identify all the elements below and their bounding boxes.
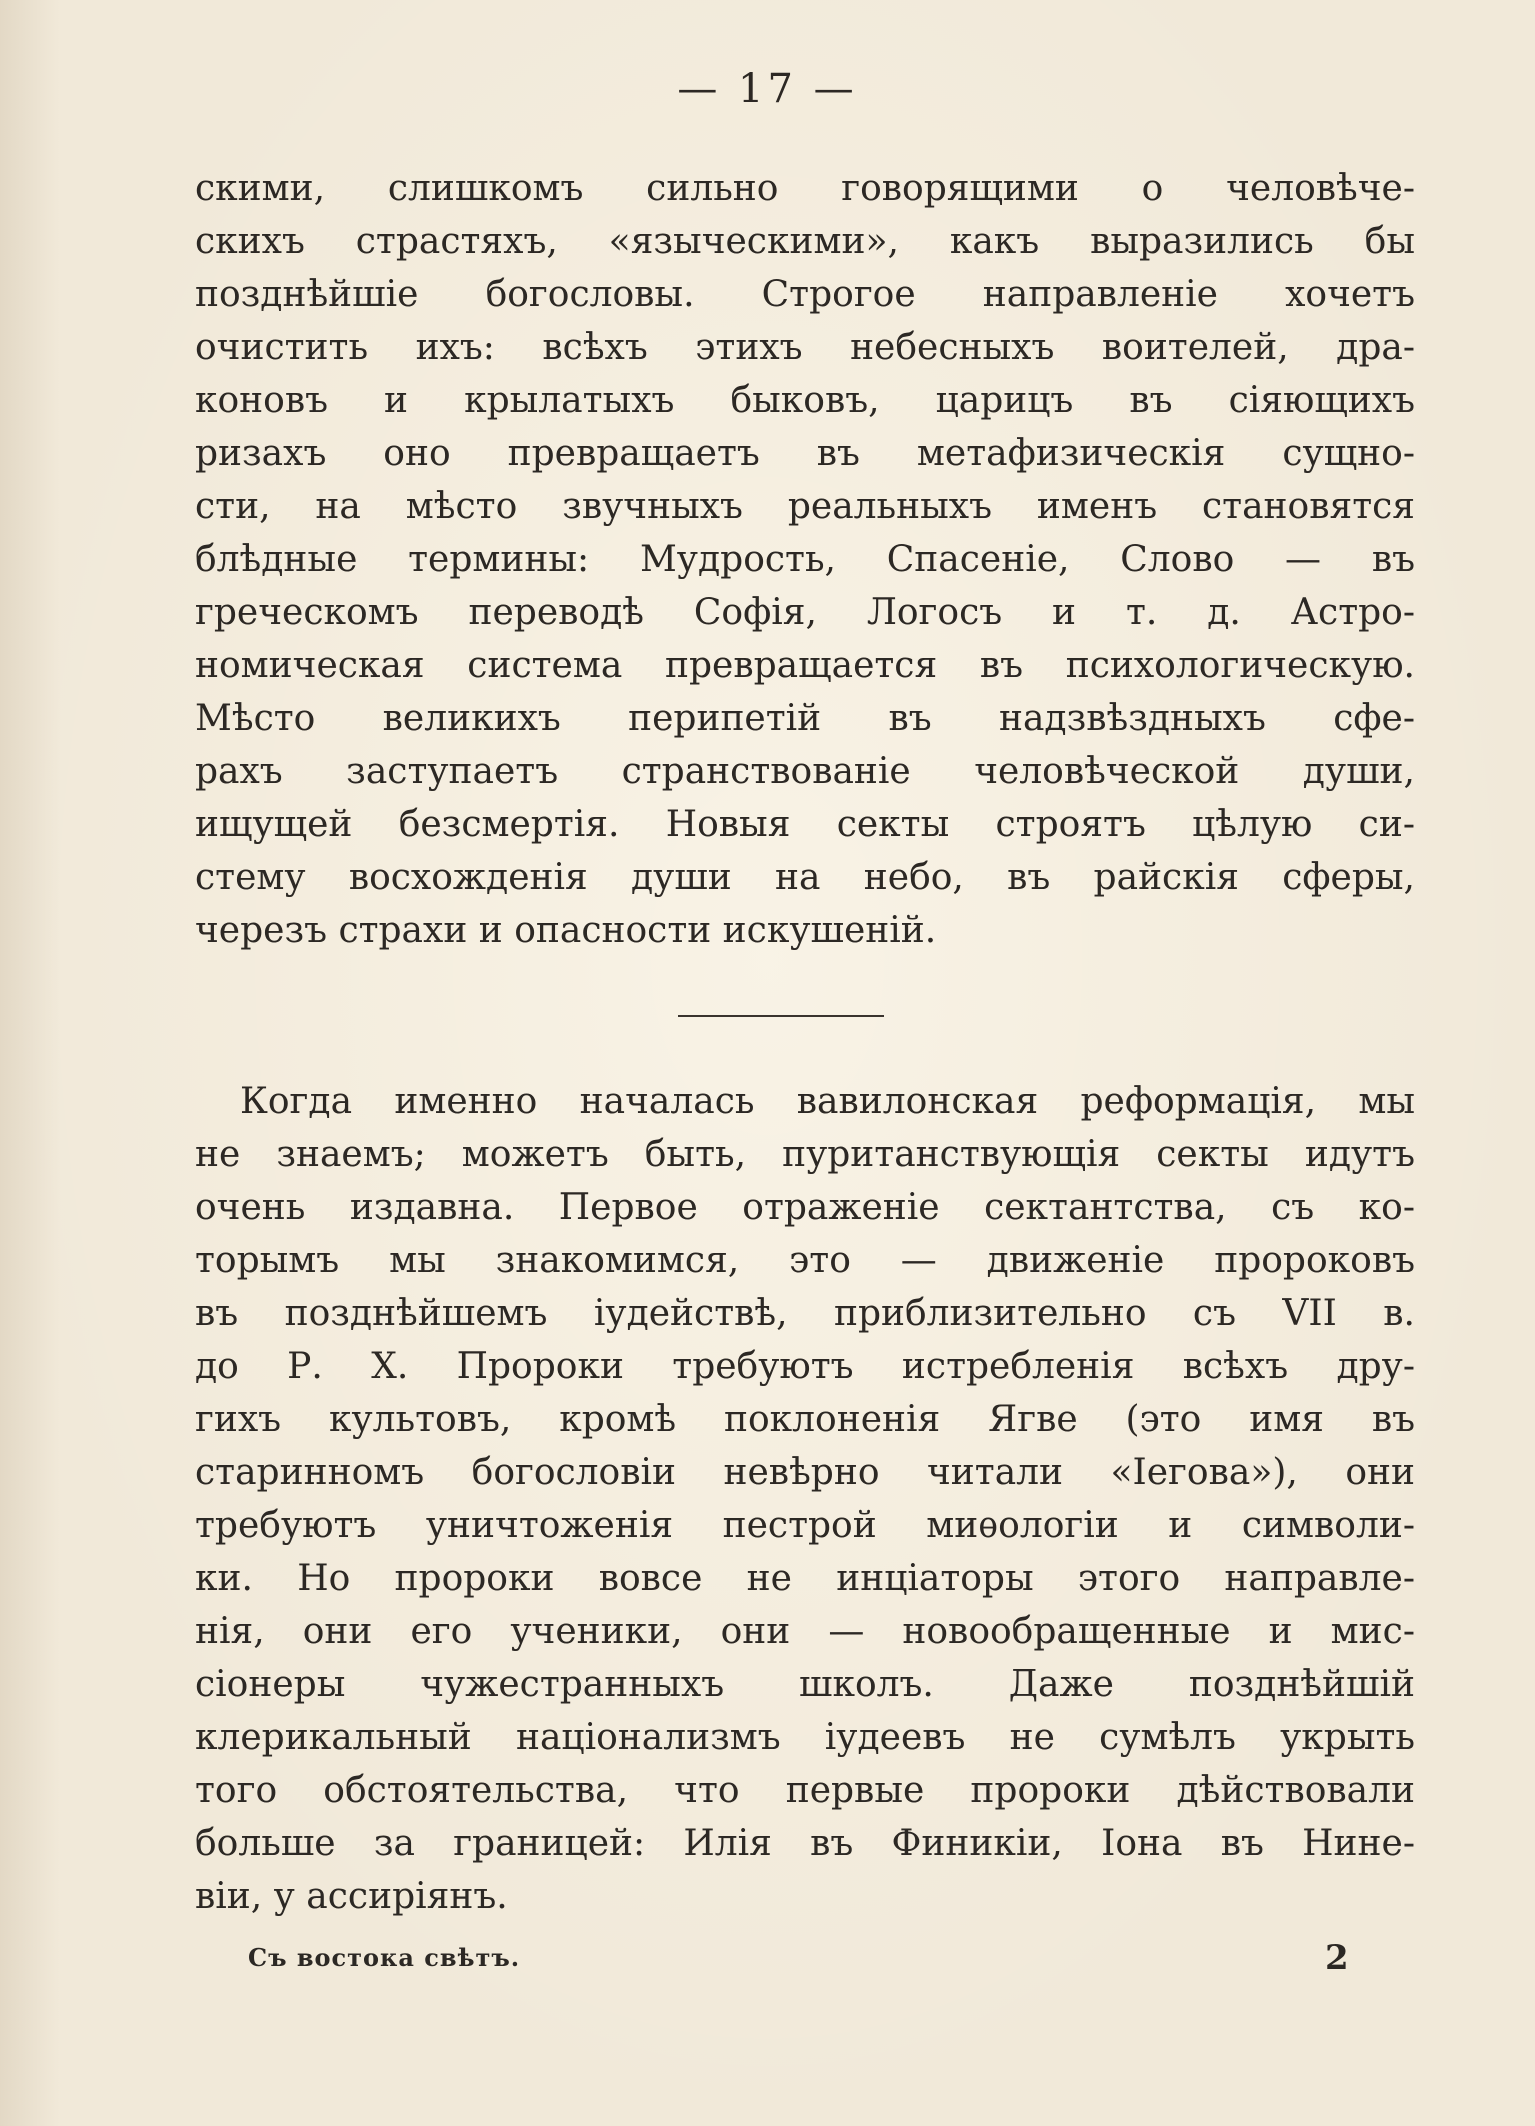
text-line: очистить ихъ: всѣхъ этихъ небесныхъ воителей, дра- [195, 327, 1415, 368]
text-line: старинномъ богословіи невѣрно читали «Іегова»), они [195, 1452, 1415, 1493]
text-line: сіонеры чужестранныхъ школъ. Даже позднѣйшій [195, 1664, 1415, 1705]
paragraph-1 [195, 162, 1415, 957]
text-line: блѣдные термины: Мудрость, Спасеніе, Слово — въ [195, 539, 1415, 580]
text-line: того обстоятельства, что первые пророки дѣйствовали [195, 1770, 1415, 1811]
text-line: сти, на мѣсто звучныхъ реальныхъ именъ становятся [195, 486, 1415, 527]
text-line: до Р. Х. Пророки требуютъ истребленія всѣхъ дру- [195, 1346, 1415, 1387]
footer-signature: Съ востока свѣтъ. [248, 1943, 521, 1972]
text-line: не знаемъ; можетъ быть, пуританствующія секты идутъ [195, 1134, 1415, 1175]
text-line: торымъ мы знакомимся, это — движеніе пророковъ [195, 1240, 1415, 1281]
text-line: ризахъ оно превращаетъ въ метафизическія сущно- [195, 433, 1415, 474]
text-line: очень издавна. Первое отраженіе сектантства, съ ко- [195, 1187, 1415, 1228]
section-divider [678, 1015, 884, 1017]
text-line: требуютъ уничтоженія пестрой миѳологіи и символи- [195, 1505, 1415, 1546]
text-line: нія, они его ученики, они — новообращенные и мис- [195, 1611, 1415, 1652]
text-line: ки. Но пророки вовсе не инціаторы этого направле- [195, 1558, 1415, 1599]
text-line: рахъ заступаетъ странствованіе человѣческой души, [195, 751, 1415, 792]
page-number: — 17 — [677, 66, 858, 112]
paragraph-2 [195, 1075, 1415, 1923]
text-line: клерикальный націонализмъ іудеевъ не сумѣлъ укрыть [195, 1717, 1415, 1758]
text-line: коновъ и крылатыхъ быковъ, царицъ въ сіяющихъ [195, 380, 1415, 421]
text-line: гихъ культовъ, кромѣ поклоненія Ягве (это имя въ [195, 1399, 1415, 1440]
text-line: Мѣсто великихъ перипетій въ надзвѣздныхъ сфе- [195, 698, 1415, 739]
text-line: віи, у ассиріянъ. [195, 1876, 508, 1917]
text-line: номическая система превращается въ психологическую. [195, 645, 1415, 686]
text-line: скихъ страстяхъ, «языческими», какъ выразились бы [195, 221, 1415, 262]
text-line: скими, слишкомъ сильно говорящими о человѣче- [195, 168, 1415, 209]
text-line: больше за границей: Илія въ Финикіи, Іона въ Нине- [195, 1823, 1415, 1864]
text-line: позднѣйшіе богословы. Строгое направленіе хочетъ [195, 274, 1415, 315]
text-line: въ позднѣйшемъ іудействѣ, приблизительно съ VII в. [195, 1293, 1415, 1334]
text-line: ищущей безсмертія. Новыя секты строятъ цѣлую си- [195, 804, 1415, 845]
text-line: черезъ страхи и опасности искушеній. [195, 910, 937, 951]
text-line: греческомъ переводѣ Софія, Логосъ и т. д. Астро- [195, 592, 1415, 633]
text-line: Когда именно началась вавилонская реформація, мы [240, 1081, 1415, 1122]
text-line: стему восхожденія души на небо, въ райскія сферы, [195, 857, 1415, 898]
sheet-number: 2 [1325, 1938, 1349, 1978]
